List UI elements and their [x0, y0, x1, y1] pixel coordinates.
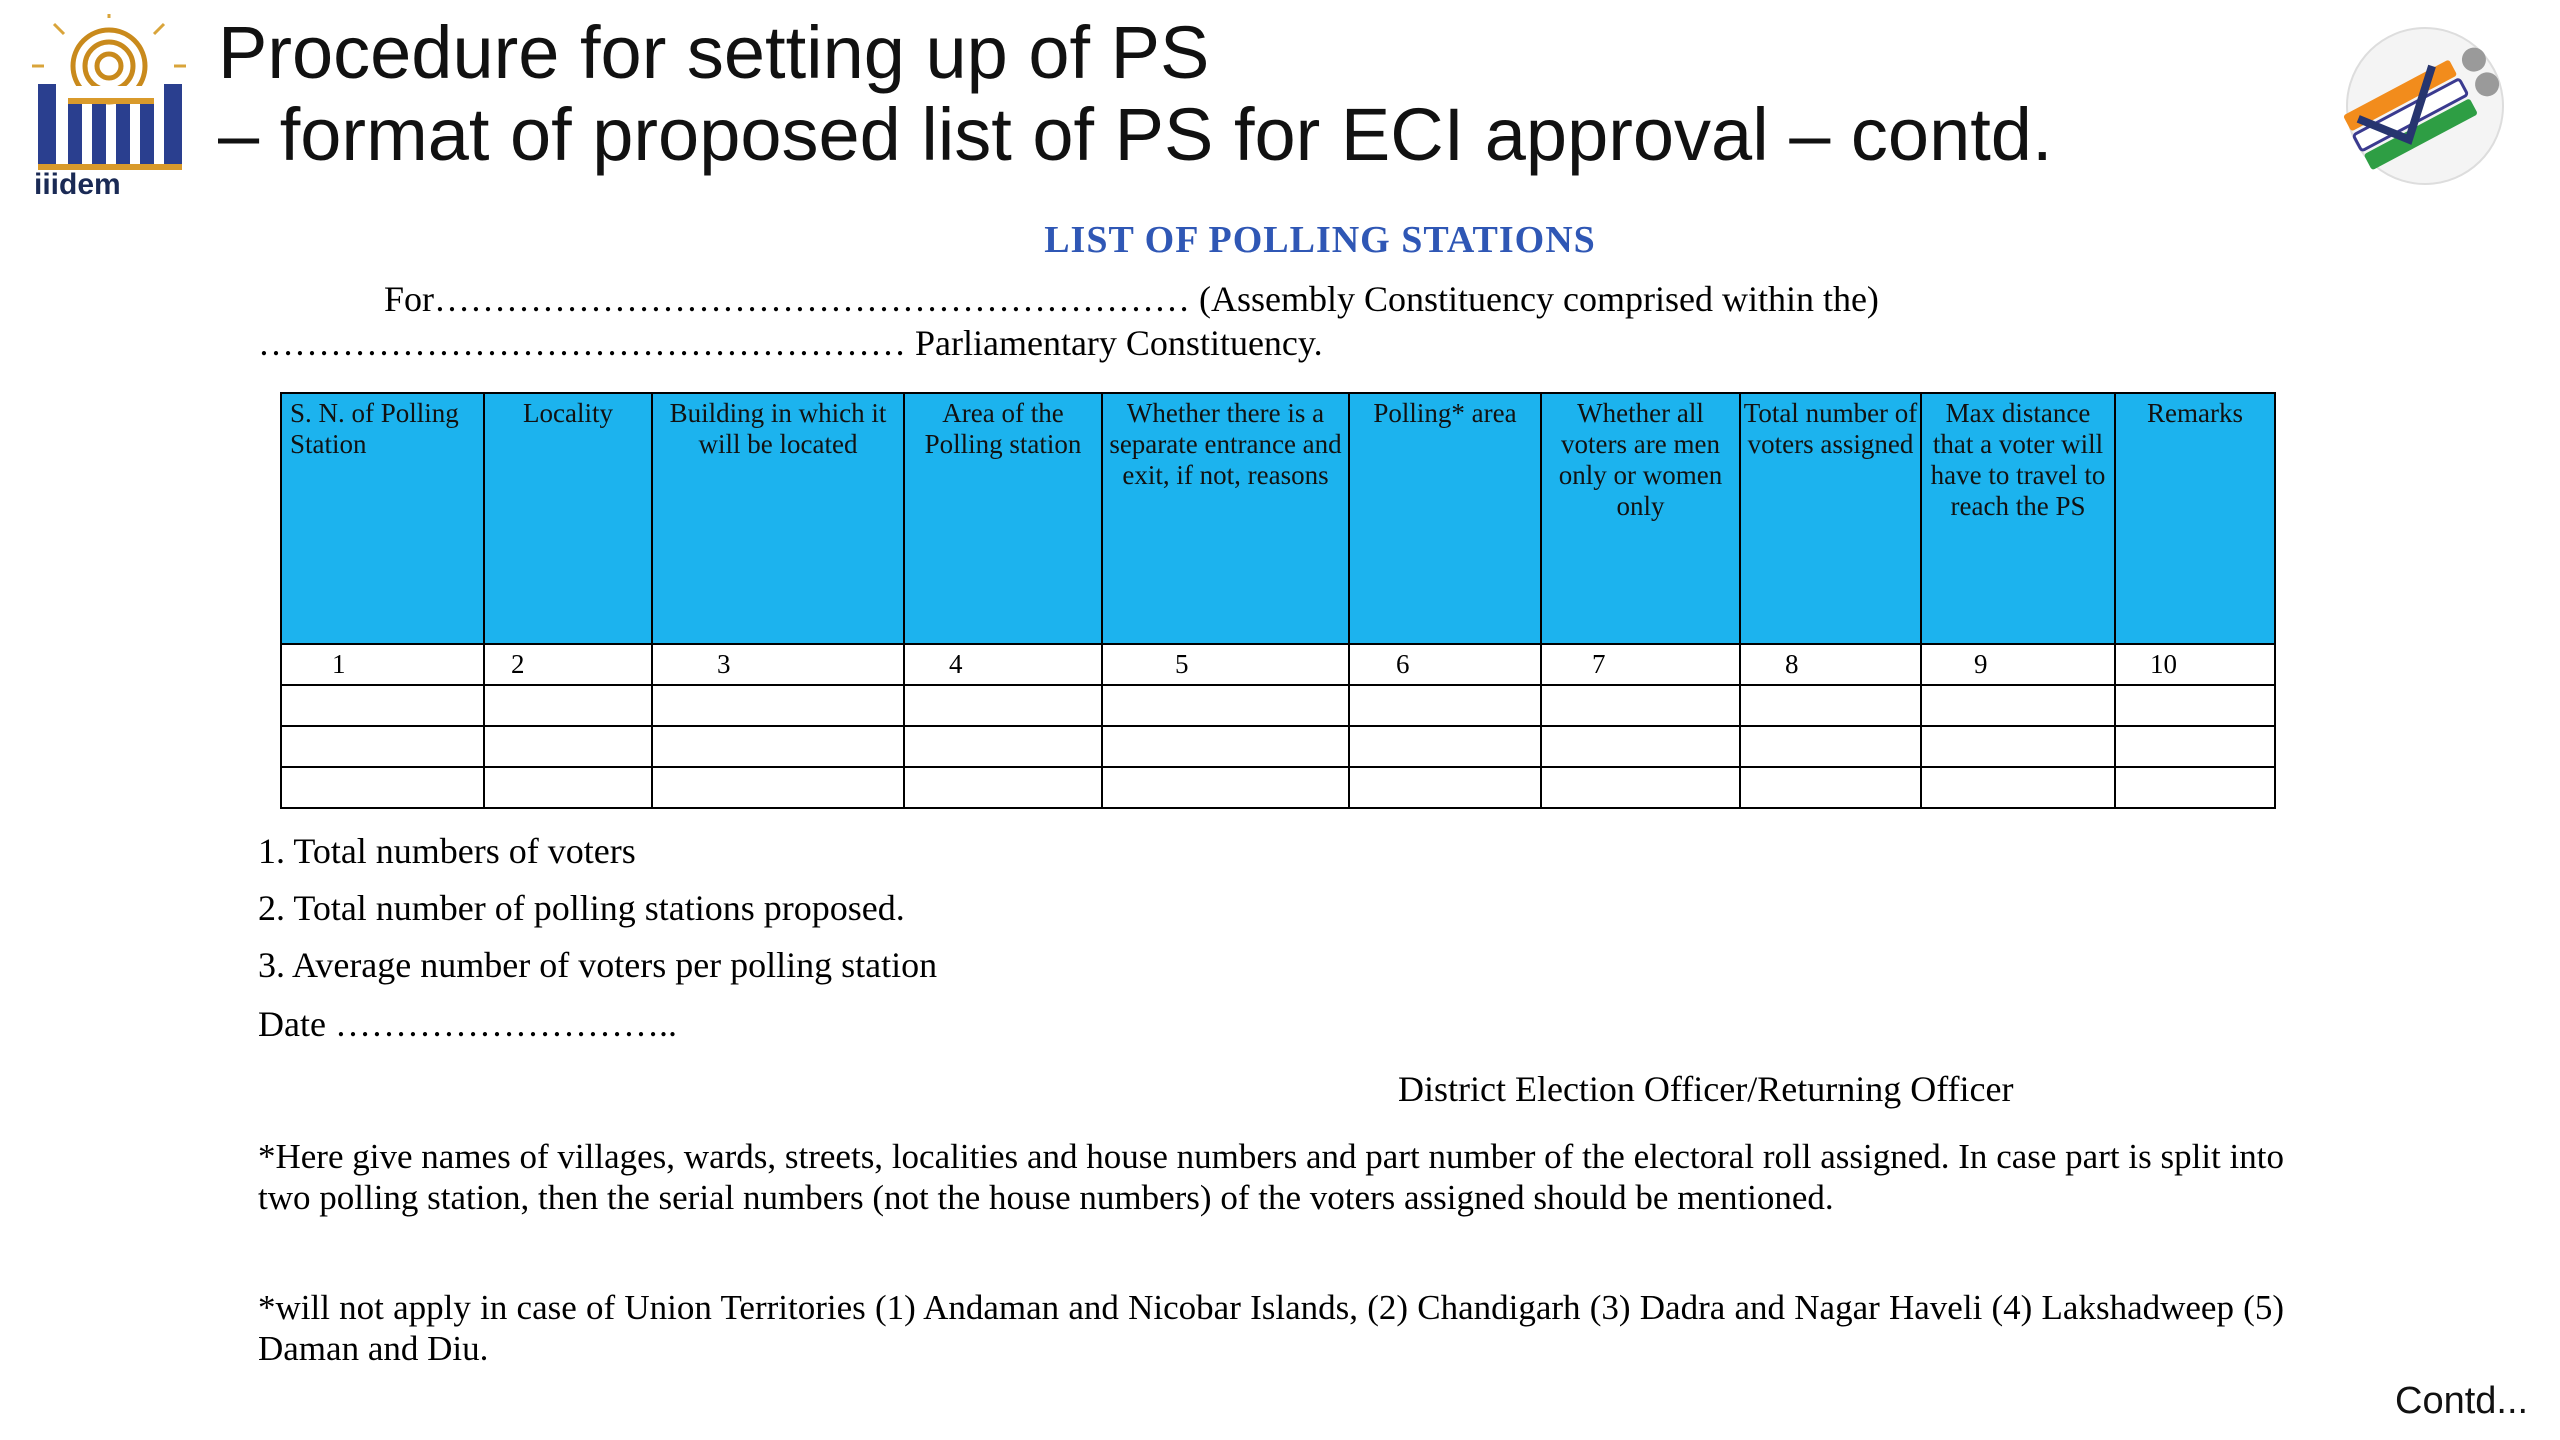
column-header: Polling* area — [1349, 393, 1541, 644]
table-cell — [484, 726, 652, 767]
column-header: S. N. of Polling Station — [281, 393, 484, 644]
table-cell — [281, 767, 484, 808]
column-header: Locality — [484, 393, 652, 644]
table-cell — [1921, 685, 2115, 726]
footnote-polling-area: *Here give names of villages, wards, streets, localities and house numbers and part number of the electoral roll assigned. In case part is split into two polling station, then the serial numbers (not the house numbers) of the voters assigned should be mentioned. — [258, 1137, 2284, 1217]
column-number-row — [281, 644, 2275, 685]
table-cell — [904, 726, 1102, 767]
column-header: Max distance that a voter will have to travel to reach the PS — [1921, 393, 2115, 644]
table-cell — [904, 685, 1102, 726]
iiidem-logo — [24, 14, 194, 199]
table-cell — [1740, 767, 1921, 808]
logo-left-text: iiidem — [34, 168, 121, 201]
column-number: 1 — [281, 644, 484, 685]
table-cell — [652, 726, 904, 767]
column-header: Remarks — [2115, 393, 2275, 644]
column-number: 4 — [904, 644, 1102, 685]
table-cell — [1102, 685, 1349, 726]
table-cell — [1541, 685, 1740, 726]
column-header: Area of the Polling station — [904, 393, 1102, 644]
table-cell — [1740, 685, 1921, 726]
date-line: Date ……………………….. — [258, 1004, 677, 1044]
table-cell — [1349, 767, 1541, 808]
table-cell — [1349, 726, 1541, 767]
contd-label: Contd... — [2395, 1380, 2529, 1422]
slide-title — [218, 12, 2268, 176]
title-line-2: – format of proposed list of PS for ECI approval – contd. — [218, 93, 2053, 176]
column-header: Whether there is a separate entrance and exit, if not, reasons — [1102, 393, 1349, 644]
column-number: 6 — [1349, 644, 1541, 685]
eci-logo — [2300, 16, 2550, 196]
footnote-union-territories: *will not apply in case of Union Territories (1) Andaman and Nicobar Islands, (2) Chandigarh (3) Dadra and Nagar Haveli (4) Lakshadweep (5) Daman and Diu. — [258, 1288, 2284, 1368]
column-number: 5 — [1102, 644, 1349, 685]
table-cell — [2115, 767, 2275, 808]
table-header-row — [281, 393, 2275, 644]
table-cell — [1921, 726, 2115, 767]
column-number: 7 — [1541, 644, 1740, 685]
table-cell — [652, 685, 904, 726]
title-line-1: Procedure for setting up of PS — [218, 11, 1210, 94]
signature-line: District Election Officer/Returning Officer — [1398, 1069, 2014, 1109]
summary-item-total-voters: 1. Total numbers of voters — [258, 831, 636, 871]
table-cell — [281, 685, 484, 726]
table-cell — [1921, 767, 2115, 808]
table-cell — [1102, 767, 1349, 808]
column-number: 8 — [1740, 644, 1921, 685]
table-cell — [1541, 767, 1740, 808]
column-header: Total number of voters assigned — [1740, 393, 1921, 644]
polling-stations-table — [280, 392, 2276, 809]
column-number: 2 — [484, 644, 652, 685]
column-header: Building in which it will be located — [652, 393, 904, 644]
table-cell — [484, 767, 652, 808]
table-cell — [2115, 726, 2275, 767]
table-cell — [1102, 726, 1349, 767]
table-cell — [484, 685, 652, 726]
table-row — [281, 767, 2275, 808]
for-line-1: For……………………………………………………… (Assembly Constituency comprised within the) — [384, 279, 1879, 319]
table-cell — [1541, 726, 1740, 767]
summary-item-average-voters: 3. Average number of voters per polling station — [258, 945, 938, 985]
table-row — [281, 726, 2275, 767]
column-header: Whether all voters are men only or women only — [1541, 393, 1740, 644]
summary-item-total-stations: 2. Total number of polling stations proposed. — [258, 888, 905, 928]
table-cell — [1740, 726, 1921, 767]
table-cell — [2115, 685, 2275, 726]
for-line-2: ……………………………………………… Parliamentary Constituency. — [258, 323, 1323, 363]
column-number: 10 — [2115, 644, 2275, 685]
table-cell — [281, 726, 484, 767]
table-cell — [652, 767, 904, 808]
column-number: 9 — [1921, 644, 2115, 685]
table-cell — [904, 767, 1102, 808]
list-heading: LIST OF POLLING STATIONS — [1044, 219, 1596, 261]
table-row — [281, 685, 2275, 726]
table-cell — [1349, 685, 1541, 726]
column-number: 3 — [652, 644, 904, 685]
